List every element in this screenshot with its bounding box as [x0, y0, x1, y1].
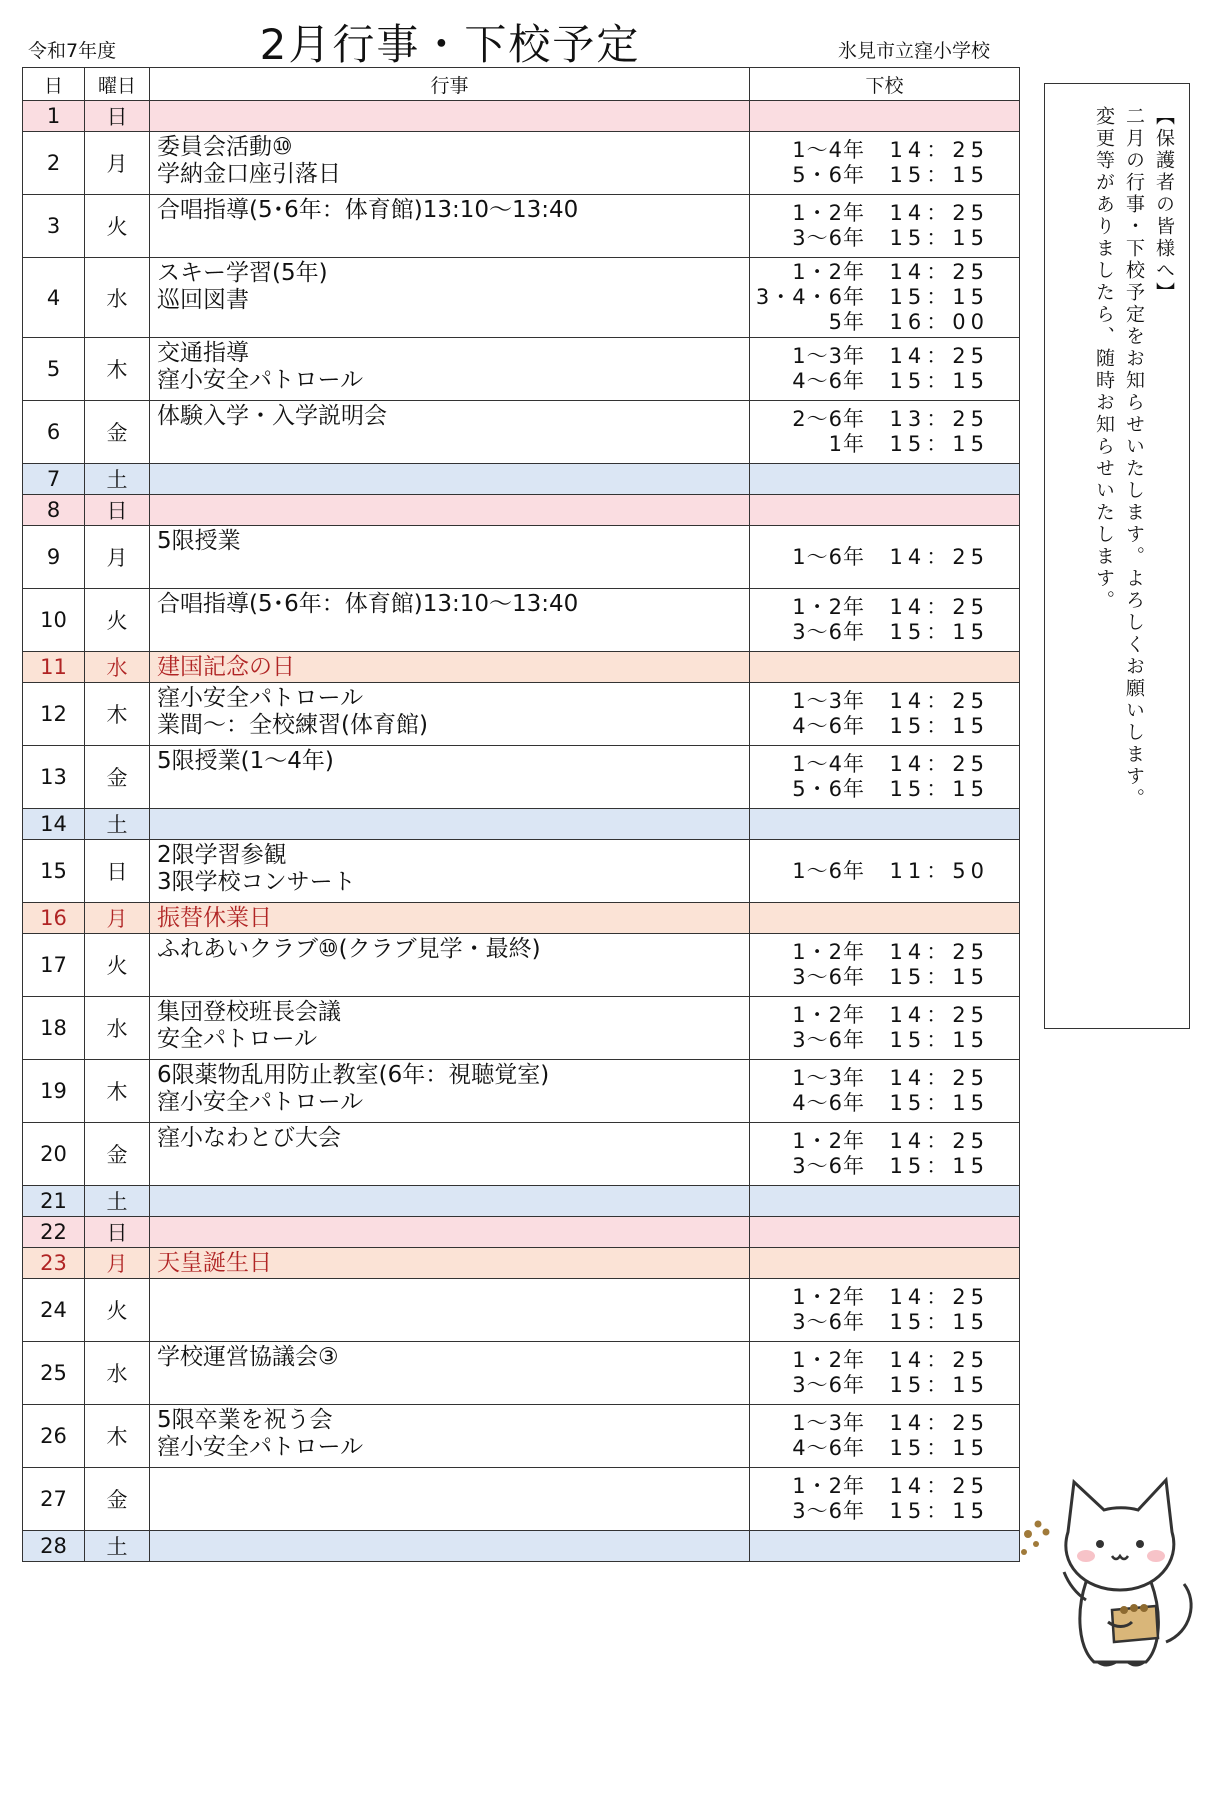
- dismissal-line: [750, 1066, 1019, 1091]
- dismissal-line: [750, 1474, 1019, 1499]
- events-cell: 合唱指導(5･6年：体育館)13:10～13:40: [150, 195, 750, 258]
- dismissal-line: [750, 940, 1019, 965]
- table-row: [23, 589, 1020, 652]
- weekday-cell: 水: [85, 997, 150, 1060]
- dismissal-cell: [750, 101, 1020, 132]
- dismissal-cell: [750, 338, 1020, 401]
- events-cell: 体験入学・入学説明会: [150, 401, 750, 464]
- dismissal-grades: 1～3年: [792, 1411, 865, 1435]
- column-header-events: 行事: [150, 68, 750, 101]
- events-cell: 委員会活動⑩ 学納金口座引落日: [150, 132, 750, 195]
- column-header-day: 日: [23, 68, 85, 101]
- table-row: [23, 1217, 1020, 1248]
- day-cell: 17: [23, 934, 85, 997]
- events-cell: ふれあいクラブ⑩(クラブ見学・最終): [150, 934, 750, 997]
- notice-box: [1044, 83, 1190, 1029]
- dismissal-grades: 1・2年: [792, 201, 865, 225]
- dismissal-line: [750, 595, 1019, 620]
- day-cell: 20: [23, 1123, 85, 1186]
- table-row: [23, 258, 1020, 338]
- dismissal-cell: [750, 1405, 1020, 1468]
- day-cell: 16: [23, 903, 85, 934]
- page-title: 2月行事・下校予定: [259, 20, 641, 69]
- dismissal-grades: 3・4・6年: [755, 285, 865, 309]
- weekday-cell: 木: [85, 1405, 150, 1468]
- dismissal-grades: 1・2年: [792, 940, 865, 964]
- events-cell: [150, 1531, 750, 1562]
- dismissal-cell: [750, 1060, 1020, 1123]
- weekday-cell: 月: [85, 903, 150, 934]
- dismissal-time: 14：25: [889, 138, 989, 162]
- dismissal-line: [750, 1003, 1019, 1028]
- dismissal-grades: 1～4年: [792, 752, 865, 776]
- school-name: 氷見市立窪小学校: [838, 40, 991, 62]
- events-cell: 6限薬物乱用防止教室(6年：視聴覚室) 窪小安全パトロール: [150, 1060, 750, 1123]
- dismissal-time: 13：25: [889, 407, 989, 431]
- dismissal-line: [750, 344, 1019, 369]
- day-cell: 13: [23, 746, 85, 809]
- dismissal-grades: 3～6年: [792, 1154, 865, 1178]
- weekday-cell: 金: [85, 1123, 150, 1186]
- dismissal-cell: [750, 934, 1020, 997]
- events-cell: 窪小なわとび大会: [150, 1123, 750, 1186]
- day-cell: 10: [23, 589, 85, 652]
- dismissal-grades: 1・2年: [792, 1474, 865, 1498]
- day-cell: 19: [23, 1060, 85, 1123]
- dismissal-cell: [750, 1531, 1020, 1562]
- day-cell: 15: [23, 840, 85, 903]
- dismissal-grades: 4～6年: [792, 714, 865, 738]
- dismissal-line: [750, 714, 1019, 739]
- dismissal-time: 14：25: [889, 1003, 989, 1027]
- weekday-cell: 金: [85, 1468, 150, 1531]
- day-cell: 7: [23, 464, 85, 495]
- table-row: [23, 934, 1020, 997]
- dismissal-time: 15：15: [889, 1373, 989, 1397]
- table-row: [23, 809, 1020, 840]
- table-row: [23, 683, 1020, 746]
- events-cell: 建国記念の日: [150, 652, 750, 683]
- table-row: [23, 1468, 1020, 1531]
- table-row: [23, 1248, 1020, 1279]
- day-cell: 26: [23, 1405, 85, 1468]
- dismissal-grades: 4～6年: [792, 1436, 865, 1460]
- events-cell: [150, 464, 750, 495]
- weekday-cell: 日: [85, 840, 150, 903]
- dismissal-grades: 1～3年: [792, 1066, 865, 1090]
- dismissal-line: [750, 1285, 1019, 1310]
- dismissal-grades: 1年: [828, 432, 865, 456]
- cat-holding-bean-box-icon: [1016, 1472, 1206, 1672]
- dismissal-line: [750, 285, 1019, 310]
- dismissal-line: [750, 1411, 1019, 1436]
- weekday-cell: 木: [85, 338, 150, 401]
- day-cell: 1: [23, 101, 85, 132]
- dismissal-cell: [750, 840, 1020, 903]
- dismissal-grades: 1・2年: [792, 1285, 865, 1309]
- dismissal-grades: 5・6年: [792, 777, 865, 801]
- fiscal-year: 令和7年度: [28, 40, 117, 62]
- weekday-cell: 日: [85, 495, 150, 526]
- dismissal-cell: [750, 652, 1020, 683]
- table-row: [23, 1405, 1020, 1468]
- weekday-cell: 水: [85, 258, 150, 338]
- dismissal-time: 15：15: [889, 1436, 989, 1460]
- column-header-weekday: 曜日: [85, 68, 150, 101]
- weekday-cell: 火: [85, 934, 150, 997]
- dismissal-time: 15：15: [889, 1091, 989, 1115]
- dismissal-time: 16：00: [889, 310, 989, 334]
- table-row: [23, 1186, 1020, 1217]
- weekday-cell: 月: [85, 132, 150, 195]
- dismissal-line: [750, 777, 1019, 802]
- day-cell: 11: [23, 652, 85, 683]
- day-cell: 25: [23, 1342, 85, 1405]
- events-cell: 集団登校班長会議 安全パトロール: [150, 997, 750, 1060]
- dismissal-grades: 1～4年: [792, 138, 865, 162]
- dismissal-grades: 1・2年: [792, 260, 865, 284]
- table-row: [23, 1060, 1020, 1123]
- dismissal-time: 15：15: [889, 163, 989, 187]
- dismissal-grades: 3～6年: [792, 226, 865, 250]
- table-header: [23, 68, 1020, 101]
- dismissal-grades: 3～6年: [792, 965, 865, 989]
- day-cell: 22: [23, 1217, 85, 1248]
- column-header-dismissal: 下校: [750, 68, 1020, 101]
- weekday-cell: 土: [85, 464, 150, 495]
- table-row: [23, 652, 1020, 683]
- day-cell: 8: [23, 495, 85, 526]
- table-row: [23, 132, 1020, 195]
- dismissal-grades: 1～3年: [792, 344, 865, 368]
- events-cell: [150, 1468, 750, 1531]
- events-cell: [150, 101, 750, 132]
- table-row: [23, 1123, 1020, 1186]
- dismissal-line: [750, 1028, 1019, 1053]
- events-cell: 合唱指導(5･6年：体育館)13:10～13:40: [150, 589, 750, 652]
- events-cell: [150, 1217, 750, 1248]
- day-cell: 12: [23, 683, 85, 746]
- dismissal-line: [750, 1436, 1019, 1461]
- dismissal-cell: [750, 683, 1020, 746]
- table-row: [23, 840, 1020, 903]
- events-cell: 学校運営協議会③: [150, 1342, 750, 1405]
- weekday-cell: 火: [85, 589, 150, 652]
- table-row: [23, 997, 1020, 1060]
- weekday-cell: 月: [85, 526, 150, 589]
- weekday-cell: 火: [85, 195, 150, 258]
- dismissal-grades: 3～6年: [792, 1028, 865, 1052]
- dismissal-line: [750, 260, 1019, 285]
- dismissal-time: 14：25: [889, 689, 989, 713]
- day-cell: 21: [23, 1186, 85, 1217]
- dismissal-time: 14：25: [889, 752, 989, 776]
- weekday-cell: 火: [85, 1279, 150, 1342]
- dismissal-cell: [750, 258, 1020, 338]
- day-cell: 3: [23, 195, 85, 258]
- dismissal-line: [750, 1348, 1019, 1373]
- dismissal-time: 14：25: [889, 201, 989, 225]
- table-row: [23, 1342, 1020, 1405]
- table-row: [23, 903, 1020, 934]
- dismissal-grades: 3～6年: [792, 620, 865, 644]
- events-cell: 窪小安全パトロール 業間～：全校練習(体育館): [150, 683, 750, 746]
- dismissal-line: [750, 201, 1019, 226]
- dismissal-cell: [750, 589, 1020, 652]
- dismissal-cell: [750, 464, 1020, 495]
- events-cell: スキー学習(5年) 巡回図書: [150, 258, 750, 338]
- dismissal-time: 15：15: [889, 226, 989, 250]
- day-cell: 27: [23, 1468, 85, 1531]
- dismissal-line: [750, 369, 1019, 394]
- dismissal-time: 15：15: [889, 369, 989, 393]
- day-cell: 4: [23, 258, 85, 338]
- day-cell: 28: [23, 1531, 85, 1562]
- weekday-cell: 日: [85, 1217, 150, 1248]
- weekday-cell: 金: [85, 746, 150, 809]
- events-cell: [150, 809, 750, 840]
- schedule-body: [23, 101, 1020, 1562]
- dismissal-line: [750, 1154, 1019, 1179]
- dismissal-grades: 1・2年: [792, 595, 865, 619]
- dismissal-cell: [750, 132, 1020, 195]
- table-row: [23, 195, 1020, 258]
- table-row: [23, 1531, 1020, 1562]
- dismissal-grades: 1・2年: [792, 1003, 865, 1027]
- dismissal-line: [750, 432, 1019, 457]
- dismissal-cell: [750, 526, 1020, 589]
- dismissal-line: [750, 965, 1019, 990]
- events-cell: 天皇誕生日: [150, 1248, 750, 1279]
- dismissal-line: [750, 689, 1019, 714]
- table-row: [23, 401, 1020, 464]
- dismissal-line: [750, 1499, 1019, 1524]
- weekday-cell: 土: [85, 809, 150, 840]
- events-cell: 振替休業日: [150, 903, 750, 934]
- table-row: [23, 495, 1020, 526]
- events-cell: 5限授業: [150, 526, 750, 589]
- events-cell: 交通指導 窪小安全パトロール: [150, 338, 750, 401]
- weekday-cell: 金: [85, 401, 150, 464]
- notice-text: 【保護者の皆様へ】 二月の行事・下校予定をお知らせいたします。よろしくお願いします。 変更等がありましたら、随時お知らせいたします。: [1093, 106, 1175, 810]
- dismissal-grades: 4～6年: [792, 1091, 865, 1115]
- events-cell: 2限学習参観 3限学校コンサート: [150, 840, 750, 903]
- dismissal-line: [750, 163, 1019, 188]
- dismissal-line: [750, 310, 1019, 335]
- dismissal-time: 14：25: [889, 940, 989, 964]
- dismissal-time: 14：25: [889, 1411, 989, 1435]
- dismissal-time: 11：50: [889, 858, 989, 883]
- dismissal-cell: [750, 1342, 1020, 1405]
- day-cell: 18: [23, 997, 85, 1060]
- day-cell: 9: [23, 526, 85, 589]
- events-cell: [150, 495, 750, 526]
- dismissal-cell: [750, 1186, 1020, 1217]
- dismissal-time: 15：15: [889, 1499, 989, 1523]
- dismissal-time: 14：25: [889, 595, 989, 619]
- dismissal-grades: 1～6年: [792, 544, 865, 569]
- weekday-cell: 水: [85, 1342, 150, 1405]
- dismissal-time: 15：15: [889, 620, 989, 644]
- dismissal-time: 14：25: [889, 1348, 989, 1372]
- dismissal-cell: [750, 1217, 1020, 1248]
- dismissal-cell: [750, 1123, 1020, 1186]
- dismissal-grades: 4～6年: [792, 369, 865, 393]
- dismissal-line: [750, 407, 1019, 432]
- schedule-table: [22, 67, 1020, 1562]
- events-cell: 5限卒業を祝う会 窪小安全パトロール: [150, 1405, 750, 1468]
- dismissal-time: 15：15: [889, 432, 989, 456]
- dismissal-grades: 3～6年: [792, 1499, 865, 1523]
- dismissal-time: 14：25: [889, 1474, 989, 1498]
- dismissal-line: [750, 1373, 1019, 1398]
- weekday-cell: 木: [85, 683, 150, 746]
- dismissal-line: [750, 545, 1019, 570]
- day-cell: 6: [23, 401, 85, 464]
- dismissal-line: [750, 859, 1019, 884]
- dismissal-line: [750, 138, 1019, 163]
- dismissal-grades: 3～6年: [792, 1310, 865, 1334]
- weekday-cell: 水: [85, 652, 150, 683]
- dismissal-cell: [750, 1279, 1020, 1342]
- dismissal-cell: [750, 495, 1020, 526]
- weekday-cell: 土: [85, 1531, 150, 1562]
- dismissal-line: [750, 1129, 1019, 1154]
- table-row: [23, 101, 1020, 132]
- dismissal-line: [750, 752, 1019, 777]
- dismissal-grades: 5・6年: [792, 163, 865, 187]
- dismissal-grades: 5年: [828, 310, 865, 334]
- dismissal-cell: [750, 1468, 1020, 1531]
- dismissal-cell: [750, 401, 1020, 464]
- dismissal-cell: [750, 809, 1020, 840]
- day-cell: 24: [23, 1279, 85, 1342]
- dismissal-time: 15：15: [889, 1154, 989, 1178]
- dismissal-grades: 3～6年: [792, 1373, 865, 1397]
- table-row: [23, 746, 1020, 809]
- day-cell: 5: [23, 338, 85, 401]
- dismissal-time: 14：25: [889, 344, 989, 368]
- dismissal-time: 14：25: [889, 1066, 989, 1090]
- dismissal-line: [750, 226, 1019, 251]
- table-row: [23, 526, 1020, 589]
- dismissal-time: 15：15: [889, 1028, 989, 1052]
- dismissal-cell: [750, 997, 1020, 1060]
- events-cell: 5限授業(1～4年): [150, 746, 750, 809]
- events-cell: [150, 1279, 750, 1342]
- table-row: [23, 1279, 1020, 1342]
- events-cell: [150, 1186, 750, 1217]
- dismissal-time: 15：15: [889, 285, 989, 309]
- dismissal-line: [750, 1091, 1019, 1116]
- dismissal-grades: 1～3年: [792, 689, 865, 713]
- day-cell: 2: [23, 132, 85, 195]
- dismissal-line: [750, 1310, 1019, 1335]
- dismissal-cell: [750, 903, 1020, 934]
- day-cell: 14: [23, 809, 85, 840]
- dismissal-time: 14：25: [889, 1129, 989, 1153]
- dismissal-grades: 2～6年: [792, 407, 865, 431]
- dismissal-time: 15：15: [889, 777, 989, 801]
- dismissal-cell: [750, 195, 1020, 258]
- dismissal-cell: [750, 1248, 1020, 1279]
- dismissal-time: 14：25: [889, 260, 989, 284]
- dismissal-time: 14：25: [889, 1285, 989, 1309]
- dismissal-time: 15：15: [889, 1310, 989, 1334]
- weekday-cell: 土: [85, 1186, 150, 1217]
- dismissal-time: 15：15: [889, 965, 989, 989]
- table-row: [23, 338, 1020, 401]
- dismissal-cell: [750, 746, 1020, 809]
- dismissal-grades: 1・2年: [792, 1348, 865, 1372]
- dismissal-time: 14：25: [889, 544, 989, 569]
- table-row: [23, 464, 1020, 495]
- dismissal-grades: 1～6年: [792, 858, 865, 883]
- weekday-cell: 月: [85, 1248, 150, 1279]
- dismissal-line: [750, 620, 1019, 645]
- day-cell: 23: [23, 1248, 85, 1279]
- dismissal-grades: 1・2年: [792, 1129, 865, 1153]
- weekday-cell: 日: [85, 101, 150, 132]
- dismissal-time: 15：15: [889, 714, 989, 738]
- weekday-cell: 木: [85, 1060, 150, 1123]
